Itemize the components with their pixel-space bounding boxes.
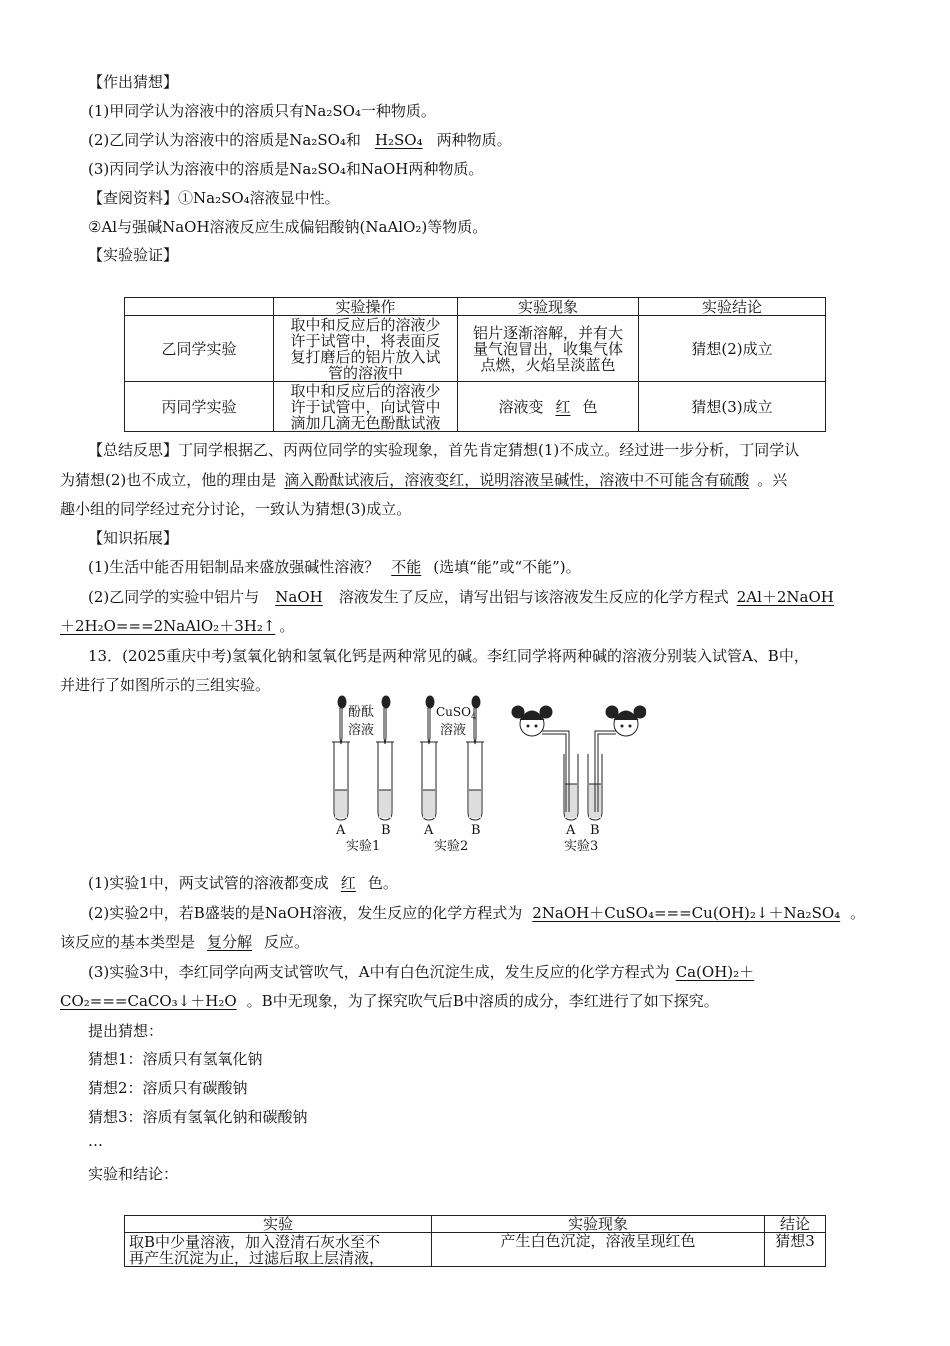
phen-line: 点燃，火焰呈淡蓝色 xyxy=(480,355,616,374)
table-row xyxy=(125,382,826,432)
heading-verify: 【实验验证】 xyxy=(88,246,179,264)
op-line: 复打磨后的铝片放入试 xyxy=(290,347,441,366)
verification-table xyxy=(124,297,826,432)
table-row xyxy=(125,1233,826,1267)
exp-label-3: 实验3 xyxy=(564,839,599,854)
test-tube-2b xyxy=(466,742,484,820)
test-tube-1b xyxy=(376,742,394,820)
op-line: 取中和反应后的溶液少 xyxy=(290,381,441,400)
row-phenomenon xyxy=(458,382,639,432)
label-b-2: B xyxy=(471,823,481,838)
summary-text: 为猜想(2)也不成立，他的理由是 xyxy=(60,471,277,489)
table2-header-phenomenon: 实验现象 xyxy=(432,1216,765,1233)
row-experimenter: 丙同学实验 xyxy=(125,382,274,432)
reference-1: 【查阅资料】①Na₂SO₄溶液显中性。 xyxy=(88,189,340,207)
label-b-3: B xyxy=(590,823,600,838)
guess-3: (3)丙同学认为溶液中的溶质是Na₂SO₄和NaOH两种物质。 xyxy=(88,160,484,178)
q13-part-1 xyxy=(88,873,398,893)
phen-line: 铝片逐渐溶解，并有大 xyxy=(472,323,623,342)
test-tube-2a xyxy=(420,742,438,820)
guess-2-text: (2)乙同学认为溶液中的溶质是Na₂SO₄和 xyxy=(88,131,361,149)
dropper-label-2a: CuSO$_4$ xyxy=(436,705,477,721)
table-row xyxy=(125,316,826,382)
guess-2 xyxy=(88,130,512,150)
dropper-2 xyxy=(382,696,390,744)
guess-1: (1)甲同学认为溶液中的溶质只有Na₂SO₄一种物质。 xyxy=(88,102,436,120)
summary-line-3: 趣小组的同学经过充分讨论，一致认为猜想(3)成立。 xyxy=(60,500,412,518)
q13-part-3 xyxy=(88,962,760,982)
dropper-label-1b: 溶液 xyxy=(348,723,375,738)
table2-header-exp: 实验 xyxy=(125,1216,432,1233)
dropper-label-2b: 溶液 xyxy=(440,723,467,738)
summary-tail: 。兴 xyxy=(757,471,788,489)
p3-text: (3)实验3中，李红同学向两支试管吹气，A中有白色沉淀生成，发生反应的化学方程式为 xyxy=(88,963,670,981)
op-line: 管的溶液中 xyxy=(327,363,403,382)
p2b-answer: 复分解 xyxy=(207,933,253,951)
test-tube-1a xyxy=(332,742,350,820)
conjecture-2: 猜想2：溶质只有碳酸钠 xyxy=(88,1079,248,1097)
table-header-conclusion: 实验结论 xyxy=(639,298,826,316)
exp-conclusion-heading: 实验和结论： xyxy=(88,1165,179,1183)
row-operation xyxy=(274,316,458,382)
p1-tail: 色。 xyxy=(367,874,398,892)
heading-guess: 【作出猜想】 xyxy=(88,73,179,91)
p2b-tail: 反应。 xyxy=(264,933,310,951)
q1-tail: (选填“能”或“不能”)。 xyxy=(433,558,581,576)
ext-question-1 xyxy=(88,557,581,577)
q1-answer: 不能 xyxy=(391,558,422,576)
q2-answer-2a: 2Al＋2NaOH xyxy=(736,588,834,606)
reference-2: ②Al与强碱NaOH溶液反应生成偏铝酸钠(NaAlO₂)等物质。 xyxy=(88,218,488,236)
guess-2-answer: H₂SO₄ xyxy=(374,131,423,149)
label-a-3: A xyxy=(566,823,576,838)
row-experimenter: 乙同学实验 xyxy=(125,316,274,382)
ellipsis: … xyxy=(88,1132,103,1150)
op-line: 许于试管中，将表面反 xyxy=(290,331,441,350)
phen-answer: 红 xyxy=(555,397,571,416)
table2-exp xyxy=(125,1233,432,1267)
p1-answer: 红 xyxy=(340,874,356,892)
straw-left xyxy=(542,734,566,812)
p2b-text: 该反应的基本类型是 xyxy=(60,933,196,951)
p3-tail: 。B中无现象，为了探究吹气后B中溶质的成分，李红进行了如下探究。 xyxy=(246,992,719,1010)
table2-phenomenon: 产生白色沉淀，溶液呈现红色 xyxy=(432,1233,765,1267)
experiment-figure xyxy=(326,694,646,854)
p2-answer: 2NaOH＋CuSO₄===Cu(OH)₂↓＋Na₂SO₄ xyxy=(532,904,841,922)
q13-part-2 xyxy=(88,903,865,923)
summary-line-1: 【总结反思】丁同学根据乙、丙两位同学的实验现象，首先肯定猜想(1)不成立。经过进一步分析，丁同学认 xyxy=(88,441,800,459)
table-header-operation: 实验操作 xyxy=(274,298,458,316)
q13-intro-2: 并进行了如图所示的三组实验。 xyxy=(60,676,271,694)
summary-answer: 滴入酚酞试液后，溶液变红，说明溶液呈碱性，溶液中不可能含有硫酸 xyxy=(284,471,750,489)
row-conclusion: 猜想(3)成立 xyxy=(639,382,826,432)
dropper-3 xyxy=(426,696,434,744)
op-line: 取中和反应后的溶液少 xyxy=(290,315,441,334)
q2-text: (2)乙同学的实验中铝片与 xyxy=(88,588,260,606)
q13-part-3-cont xyxy=(60,991,719,1011)
dropper-label-1a: 酚酞 xyxy=(348,705,375,720)
heading-extension: 【知识拓展】 xyxy=(88,529,179,547)
q13-intro-1: 13．(2025重庆中考)氢氧化钠和氢氧化钙是两种常见的碱。李红同学将两种碱的溶液分别装入试管A、B中， xyxy=(88,647,809,665)
guess-2-tail: 两种物质。 xyxy=(436,131,512,149)
q2-tail: 。 xyxy=(279,617,295,635)
q2-mid: 溶液发生了反应，请写出铝与该溶液发生反应的化学方程式 xyxy=(338,588,729,606)
p2-tail: 。 xyxy=(850,904,866,922)
label-a-2: A xyxy=(424,823,434,838)
table2-header-conclusion: 结论 xyxy=(765,1216,826,1233)
q2-answer-1: NaOH xyxy=(275,588,323,606)
exp-conclusion-table xyxy=(124,1215,826,1267)
q1-text: (1)生活中能否用铝制品来盛放强碱性溶液？ xyxy=(88,558,380,576)
exp-line: 再产生沉淀为止，过滤后取上层清液， xyxy=(129,1248,385,1267)
row-operation xyxy=(274,382,458,432)
p1-text: (1)实验1中，两支试管的溶液都变成 xyxy=(88,874,329,892)
op-line: 滴加几滴无色酚酞试液 xyxy=(290,413,441,432)
phen-tail: 色 xyxy=(582,397,598,416)
conjecture-3: 猜想3：溶质有氢氧化钠和碳酸钠 xyxy=(88,1108,308,1126)
p3-answer-b: CO₂===CaCO₃↓＋H₂O xyxy=(60,992,237,1010)
row-conclusion: 猜想(2)成立 xyxy=(639,316,826,382)
ext-question-2-cont xyxy=(60,616,294,636)
table-header-empty xyxy=(125,298,274,316)
phen-text: 溶液变 xyxy=(498,397,544,416)
dropper-1 xyxy=(338,696,346,744)
phen-line: 量气泡冒出，收集气体 xyxy=(472,339,623,358)
table2-conclusion: 猜想3 xyxy=(765,1233,826,1267)
summary-line-2 xyxy=(60,470,787,490)
row-phenomenon xyxy=(458,316,639,382)
exp-label-2: 实验2 xyxy=(434,839,469,854)
q2-answer-2b: ＋2H₂O===2NaAlO₂＋3H₂↑ xyxy=(60,617,276,635)
ext-question-2 xyxy=(88,587,842,607)
p3-answer-a: Ca(OH)₂＋ xyxy=(675,963,755,981)
exp-line: 取B中少量溶液，加入澄清石灰水至不 xyxy=(129,1232,381,1251)
op-line: 许于试管中，向试管中 xyxy=(290,397,441,416)
label-b-1: B xyxy=(381,823,391,838)
label-a-1: A xyxy=(336,823,346,838)
exp-label-1: 实验1 xyxy=(346,839,381,854)
propose-heading: 提出猜想： xyxy=(88,1022,164,1040)
p2-text: (2)实验2中，若B盛装的是NaOH溶液，发生反应的化学方程式为 xyxy=(88,904,523,922)
q13-part-2b xyxy=(60,932,309,952)
conjecture-1: 猜想1：溶质只有氢氧化钠 xyxy=(88,1050,263,1068)
table-header-phenomenon: 实验现象 xyxy=(458,298,639,316)
